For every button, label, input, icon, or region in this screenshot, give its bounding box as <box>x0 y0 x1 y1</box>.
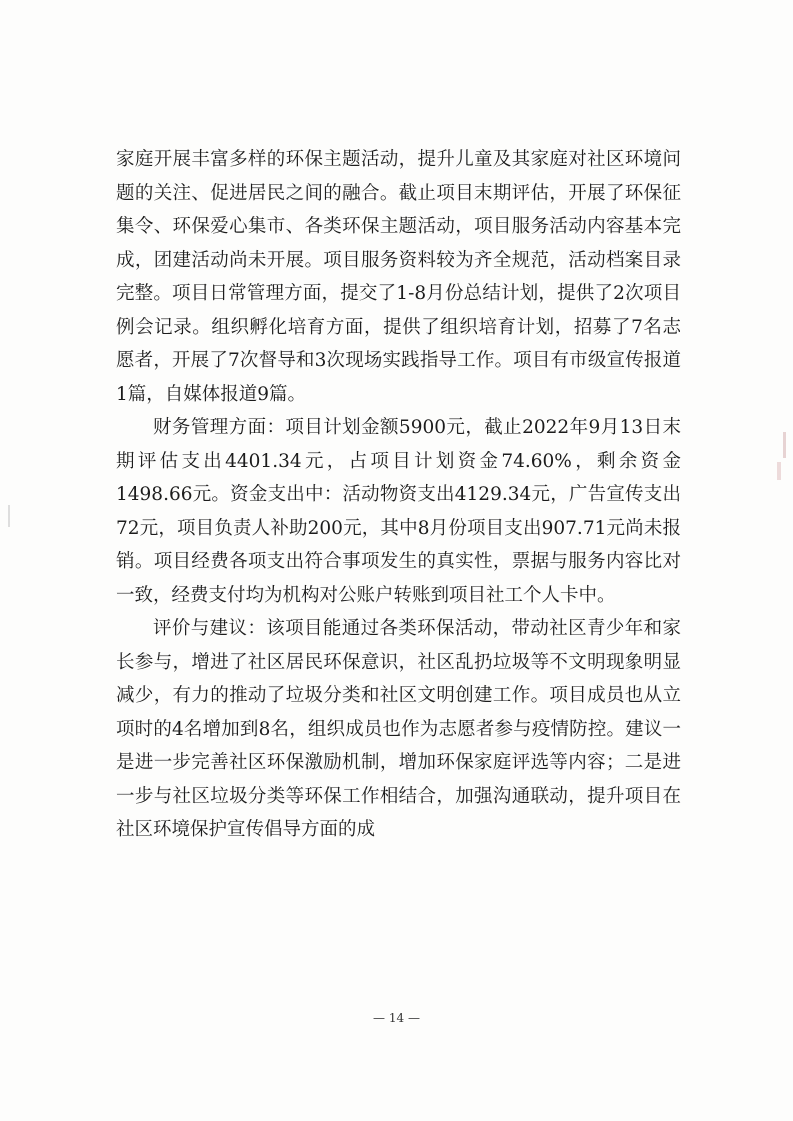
scan-artifact <box>8 505 10 527</box>
page-number: — 14 — <box>373 1011 420 1025</box>
paragraph-finance: 财务管理方面：项目计划金额5900元，截止2022年9月13日末期评估支出4401.34元，占项目计划资金74.60%，剩余资金1498.66元。资金支出中：活动物资支出4129.34元，广告宣传支出72元，项目负责人补助200元，其中8月份项目支出907.71元尚未报销。项目经费各项支出符合事项发生的真实性，票据与服务内容比对一致，经费支付均为机构对公账户转账到项目社工个人卡中。 <box>116 417 681 606</box>
paragraph-continuation: 家庭开展丰富多样的环保主题活动，提升儿童及其家庭对社区环境问题的关注、促进居民之间的融合。截止项目末期评估，开展了环保征集令、环保爱心集市、各类环保主题活动，项目服务活动内容基本完成，团建活动尚未开展。项目服务资料较为齐全规范，活动档案目录完整。项目日常管理方面，提交了1-8月份总结计划，提供了2次项目例会记录。组织孵化培育方面，提供了组织培育计划，招募了7名志愿者，开展了7次督导和3次现场实践指导工作。项目有市级宣传报道1篇，自媒体报道9篇。 <box>116 149 681 405</box>
paragraph-evaluation: 评价与建议：该项目能通过各类环保活动，带动社区青少年和家长参与，增进了社区居民环保意识，社区乱扔垃圾等不文明现象明显减少，有力的推动了垃圾分类和社区文明创建工作。项目成员也从立项时的4名增加到8名，组织成员也作为志愿者参与疫情防控。建议一是进一步完善社区环保激励机制，增加环保家庭评选等内容；二是进一步与社区垃圾分类等环保工作相结合，加强沟通联动，提升项目在社区环境保护宣传倡导方面的成 <box>116 618 681 840</box>
scan-artifact <box>783 432 786 458</box>
scan-artifact <box>777 462 781 480</box>
body-text <box>116 143 681 847</box>
